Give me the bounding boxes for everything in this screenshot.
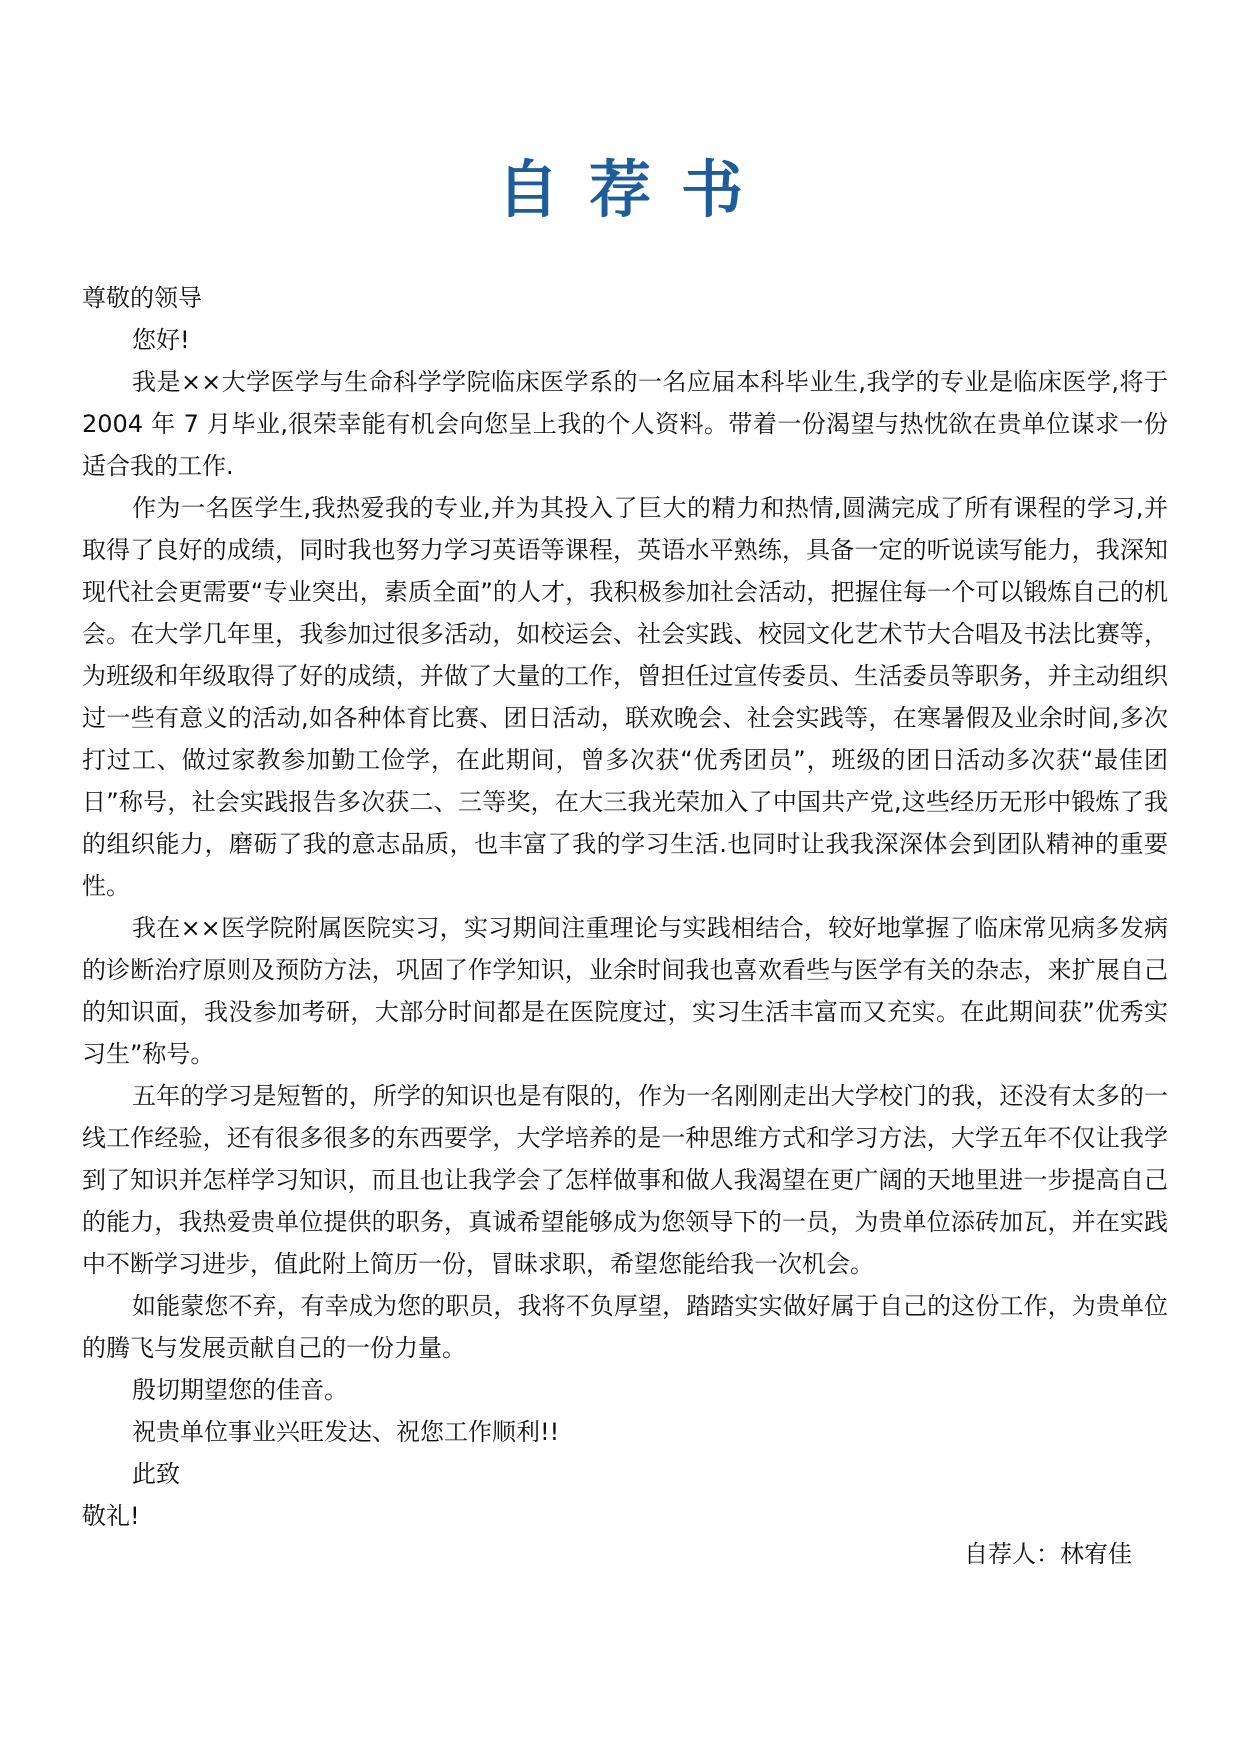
letter-body	[82, 277, 1168, 1537]
paragraph-wishes: 祝贵单位事业兴旺发达、祝您工作顺利!!	[132, 1418, 560, 1446]
paragraph-commitment: 如能蒙您不弃，有幸成为您的职员，我将不负厚望，踏踏实实做好属于自己的这份工作，为贵单位的腾飞与发展贡献自己的一份力量。	[82, 1292, 1168, 1362]
paragraph-studies: 作为一名医学生,我热爱我的专业,并为其投入了巨大的精力和热情,圆满完成了所有课程的学习,并取得了良好的成绩，同时我也努力学习英语等课程，英语水平熟练，具备一定的听说读写能力，我深知现代社会更需要“专业突出，素质全面”的人才，我积极参加社会活动，把握住每一个可以锻炼自己的机会。在大学几年里，我参加过很多活动，如校运会、社会实践、校园文化艺术节大合唱及书法比赛等，为班级和年级取得了好的成绩，并做了大量的工作，曾担任过宣传委员、生活委员等职务，并主动组织过一些有意义的活动,如各种体育比赛、团日活动，联欢晚会、社会实践等，在寒暑假及业余时间,多次打过工、做过家教参加勤工俭学，在此期间，曾多次获“优秀团员”，班级的团日活动多次获“最佳团日”称号，社会实践报告多次获二、三等奖，在大三我光荣加入了中国共产党,这些经历无形中锻炼了我的组织能力，磨砺了我的意志品质，也丰富了我的学习生活.也同时让我我深深体会到团队精神的重要性。	[82, 494, 1168, 900]
paragraph-internship: 我在××医学院附属医院实习，实习期间注重理论与实践相结合，较好地掌握了临床常见病多发病的诊断治疗原则及预防方法，巩固了作学知识，业余时间我也喜欢看些与医学有关的杂志，来扩展自己的知识面，我没参加考研，大部分时间都是在医院度过，实习生活丰富而又充实。在此期间获”优秀实习生”称号。	[82, 914, 1168, 1068]
paragraph-cizhi: 此致	[132, 1460, 180, 1488]
signature: 自荐人：林宥佳	[964, 1540, 1132, 1568]
closing: 敬礼!	[82, 1502, 140, 1530]
salutation: 尊敬的领导	[82, 284, 202, 312]
paragraph-hope: 殷切期望您的佳音。	[132, 1376, 348, 1404]
paragraph-aspiration: 五年的学习是短暂的，所学的知识也是有限的，作为一名刚刚走出大学校门的我，还没有太多的一线工作经验，还有很多很多的东西要学，大学培养的是一种思维方式和学习方法，大学五年不仅让我学到了知识并怎样学习知识，而且也让我学会了怎样做事和做人我渴望在更广阔的天地里进一步提高自己的能力，我热爱贵单位提供的职务，真诚希望能够成为您领导下的一员，为贵单位添砖加瓦，并在实践中不断学习进步，值此附上简历一份，冒昧求职，希望您能给我一次机会。	[82, 1082, 1168, 1278]
greeting: 您好!	[132, 326, 190, 354]
document-title: 自荐书	[496, 153, 773, 226]
paragraph-intro: 我是××大学医学与生命科学学院临床医学系的一名应届本科毕业生,我学的专业是临床医学,将于 2004 年 7 月毕业,很荣幸能有机会向您呈上我的个人资料。带着一份渴望与热忱欲在贵单位谋求一份适合我的工作.	[82, 368, 1168, 480]
